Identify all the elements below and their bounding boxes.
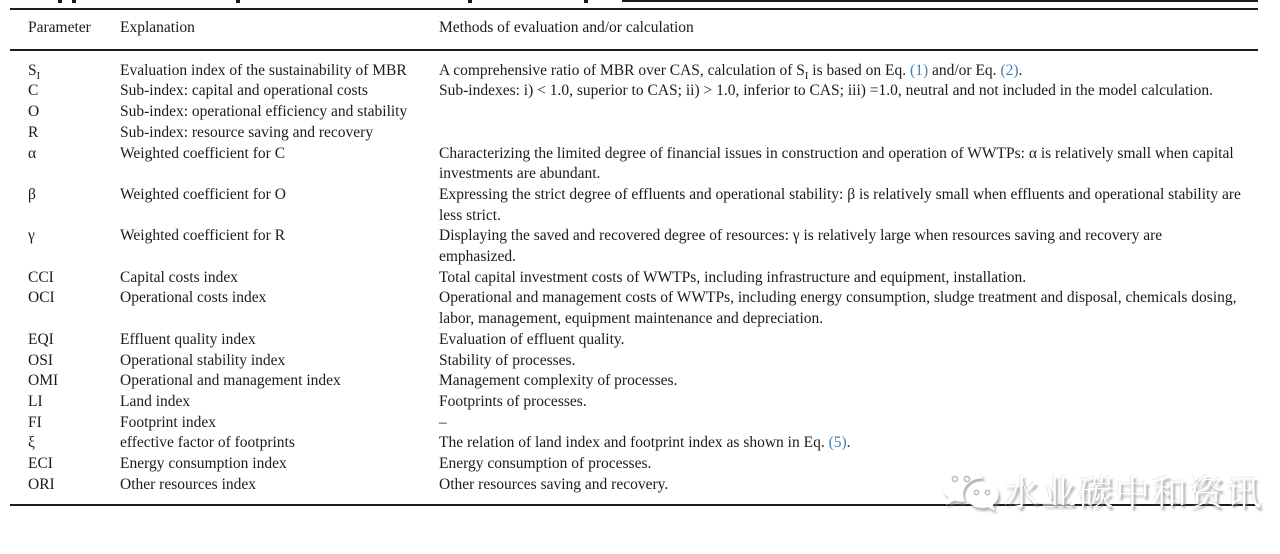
table-row: [10, 475, 1258, 506]
param-cell: [10, 226, 120, 267]
param-cell: [10, 185, 120, 226]
text-segment: Evaluation of effluent quality.: [439, 330, 625, 348]
explanation-cell: Operational costs index: [120, 289, 267, 307]
table-row: [10, 433, 1258, 454]
text-segment: Characterizing the limited degree of financial issues in construction and operation of WWTPs: α is relatively small when capital investments are abundant.: [439, 144, 1234, 183]
explanation-cell: Effluent quality index: [120, 330, 256, 348]
subscript: I: [804, 70, 809, 82]
text-segment: C: [28, 82, 39, 100]
param-cell: [10, 392, 120, 413]
param-cell: [10, 371, 120, 392]
header-explanation: Explanation: [120, 9, 439, 50]
methods-cell: [439, 185, 1258, 226]
text-segment: OCI: [28, 289, 55, 307]
param-cell: [10, 268, 120, 289]
text-segment: LI: [28, 392, 43, 410]
table-row: [10, 371, 1258, 392]
table-row: [10, 454, 1258, 475]
text-segment: The relation of land index and footprint index as shown in Eq.: [439, 434, 829, 452]
param-cell: [10, 123, 120, 144]
text-segment: A comprehensive ratio of MBR over CAS, calculation of S: [439, 61, 805, 79]
param-cell: [10, 144, 120, 185]
header-row: [10, 9, 1258, 50]
methods-cell: [439, 454, 1258, 475]
text-segment: Energy consumption of processes.: [439, 455, 652, 473]
table-row: [10, 144, 1258, 185]
table-row: [10, 288, 1258, 329]
text-segment: Footprints of processes.: [439, 392, 587, 410]
param-cell: [10, 288, 120, 329]
text-segment: Displaying the saved and recovered degree of resources: γ is relatively large when resources saving and recovery are emphasized.: [439, 227, 1163, 266]
table-row: [10, 330, 1258, 351]
explanation-cell: Evaluation index of the sustainability of MBR: [120, 61, 407, 79]
text-segment: EQI: [28, 330, 54, 348]
text-segment: Sub-indexes: i) < 1.0, superior to CAS; ii) > 1.0, inferior to CAS; iii) =1.0, neutral and not included in the model calculation.: [439, 82, 1213, 100]
text-segment: α: [28, 144, 37, 162]
table-row: [10, 50, 1258, 82]
text-segment: Operational and management costs of WWTPs, including energy consumption, sludge treatment and disposal, chemicals dosing, labor, management, equipment maintenance and depreciation.: [439, 289, 1237, 328]
explanation-cell: Weighted coefficient for O: [120, 185, 286, 203]
explanation-cell: effective factor of footprints: [120, 434, 295, 452]
table-row: [10, 351, 1258, 372]
methods-cell: [439, 371, 1258, 392]
explanation-cell: Capital costs index: [120, 268, 238, 286]
header-parameter: Parameter: [10, 9, 120, 50]
watermark-text: 水业碳中和资讯: [1004, 474, 1264, 514]
text-segment: Total capital investment costs of WWTPs, including infrastructure and equipment, installation.: [439, 268, 1027, 286]
text-segment: ORI: [28, 475, 55, 493]
table-row: [10, 226, 1258, 267]
param-cell: [10, 475, 120, 506]
methods-cell: [439, 81, 1258, 143]
text-segment: is based on Eq.: [808, 61, 911, 79]
explanation-cell: Land index: [120, 392, 191, 410]
explanation-cell: Operational stability index: [120, 351, 286, 369]
explanation-cell: Weighted coefficient for C: [120, 144, 286, 162]
methods-cell: [439, 351, 1258, 372]
eq-link[interactable]: (2): [1000, 61, 1019, 79]
param-cell: [10, 330, 120, 351]
methods-cell: [439, 268, 1258, 289]
param-cell: [10, 454, 120, 475]
text-segment: OSI: [28, 351, 53, 369]
explanation-cell: Operational and management index: [120, 372, 341, 390]
methods-cell: [439, 226, 1258, 267]
explanation-cell: Energy consumption index: [120, 455, 287, 473]
eq-link[interactable]: (5): [828, 434, 847, 452]
text-segment: S: [28, 61, 37, 79]
param-cell: [10, 50, 120, 82]
cropped-text-remnant: [0, 0, 620, 4]
param-cell: [10, 102, 120, 123]
table-row: [10, 268, 1258, 289]
table-row: [10, 392, 1258, 413]
methods-cell: [439, 433, 1258, 454]
table-row: [10, 185, 1258, 226]
eq-link[interactable]: (1): [910, 61, 929, 79]
text-segment: CCI: [28, 268, 54, 286]
text-segment: R: [28, 123, 39, 141]
text-segment: ξ: [28, 434, 35, 452]
text-segment: .: [1018, 61, 1023, 79]
text-segment: γ: [28, 227, 35, 245]
parameters-table: [10, 8, 1258, 506]
methods-cell: [439, 288, 1258, 329]
table-header: [10, 9, 1258, 50]
methods-cell: [439, 413, 1258, 434]
text-segment: and/or Eq.: [928, 61, 1001, 79]
text-segment: .: [846, 434, 851, 452]
subscript: I: [36, 70, 41, 82]
cropped-rule-remnant: [622, 0, 1258, 2]
table-row: [10, 81, 1258, 102]
explanation-cell: Weighted coefficient for R: [120, 227, 286, 245]
explanation-cell: Other resources index: [120, 475, 257, 493]
text-segment: O: [28, 103, 40, 121]
text-segment: Other resources saving and recovery.: [439, 475, 669, 493]
explanation-cell: Footprint index: [120, 413, 217, 431]
text-segment: Expressing the strict degree of effluents and operational stability: β is relatively small when effluents and operational stability are less strict.: [439, 185, 1241, 224]
text-segment: β: [28, 185, 36, 203]
explanation-cell: Sub-index: operational efficiency and stability: [120, 103, 408, 121]
table-row: [10, 413, 1258, 434]
text-segment: OMI: [28, 372, 59, 390]
explanation-cell: Sub-index: capital and operational costs: [120, 82, 368, 100]
param-cell: [10, 433, 120, 454]
param-cell: [10, 351, 120, 372]
methods-cell: [439, 330, 1258, 351]
table-body: [10, 50, 1258, 506]
methods-cell: [439, 50, 1258, 82]
param-cell: [10, 81, 120, 102]
methods-cell: [439, 144, 1258, 185]
explanation-cell: Sub-index: resource saving and recovery: [120, 123, 374, 141]
text-segment: Stability of processes.: [439, 351, 576, 369]
param-cell: [10, 413, 120, 434]
methods-cell: [439, 392, 1258, 413]
methods-cell: [439, 475, 1258, 506]
text-segment: ECI: [28, 455, 53, 473]
header-methods: Methods of evaluation and/or calculation: [439, 9, 1258, 50]
text-segment: Management complexity of processes.: [439, 372, 678, 390]
text-segment: FI: [28, 413, 42, 431]
text-segment: –: [439, 413, 447, 431]
